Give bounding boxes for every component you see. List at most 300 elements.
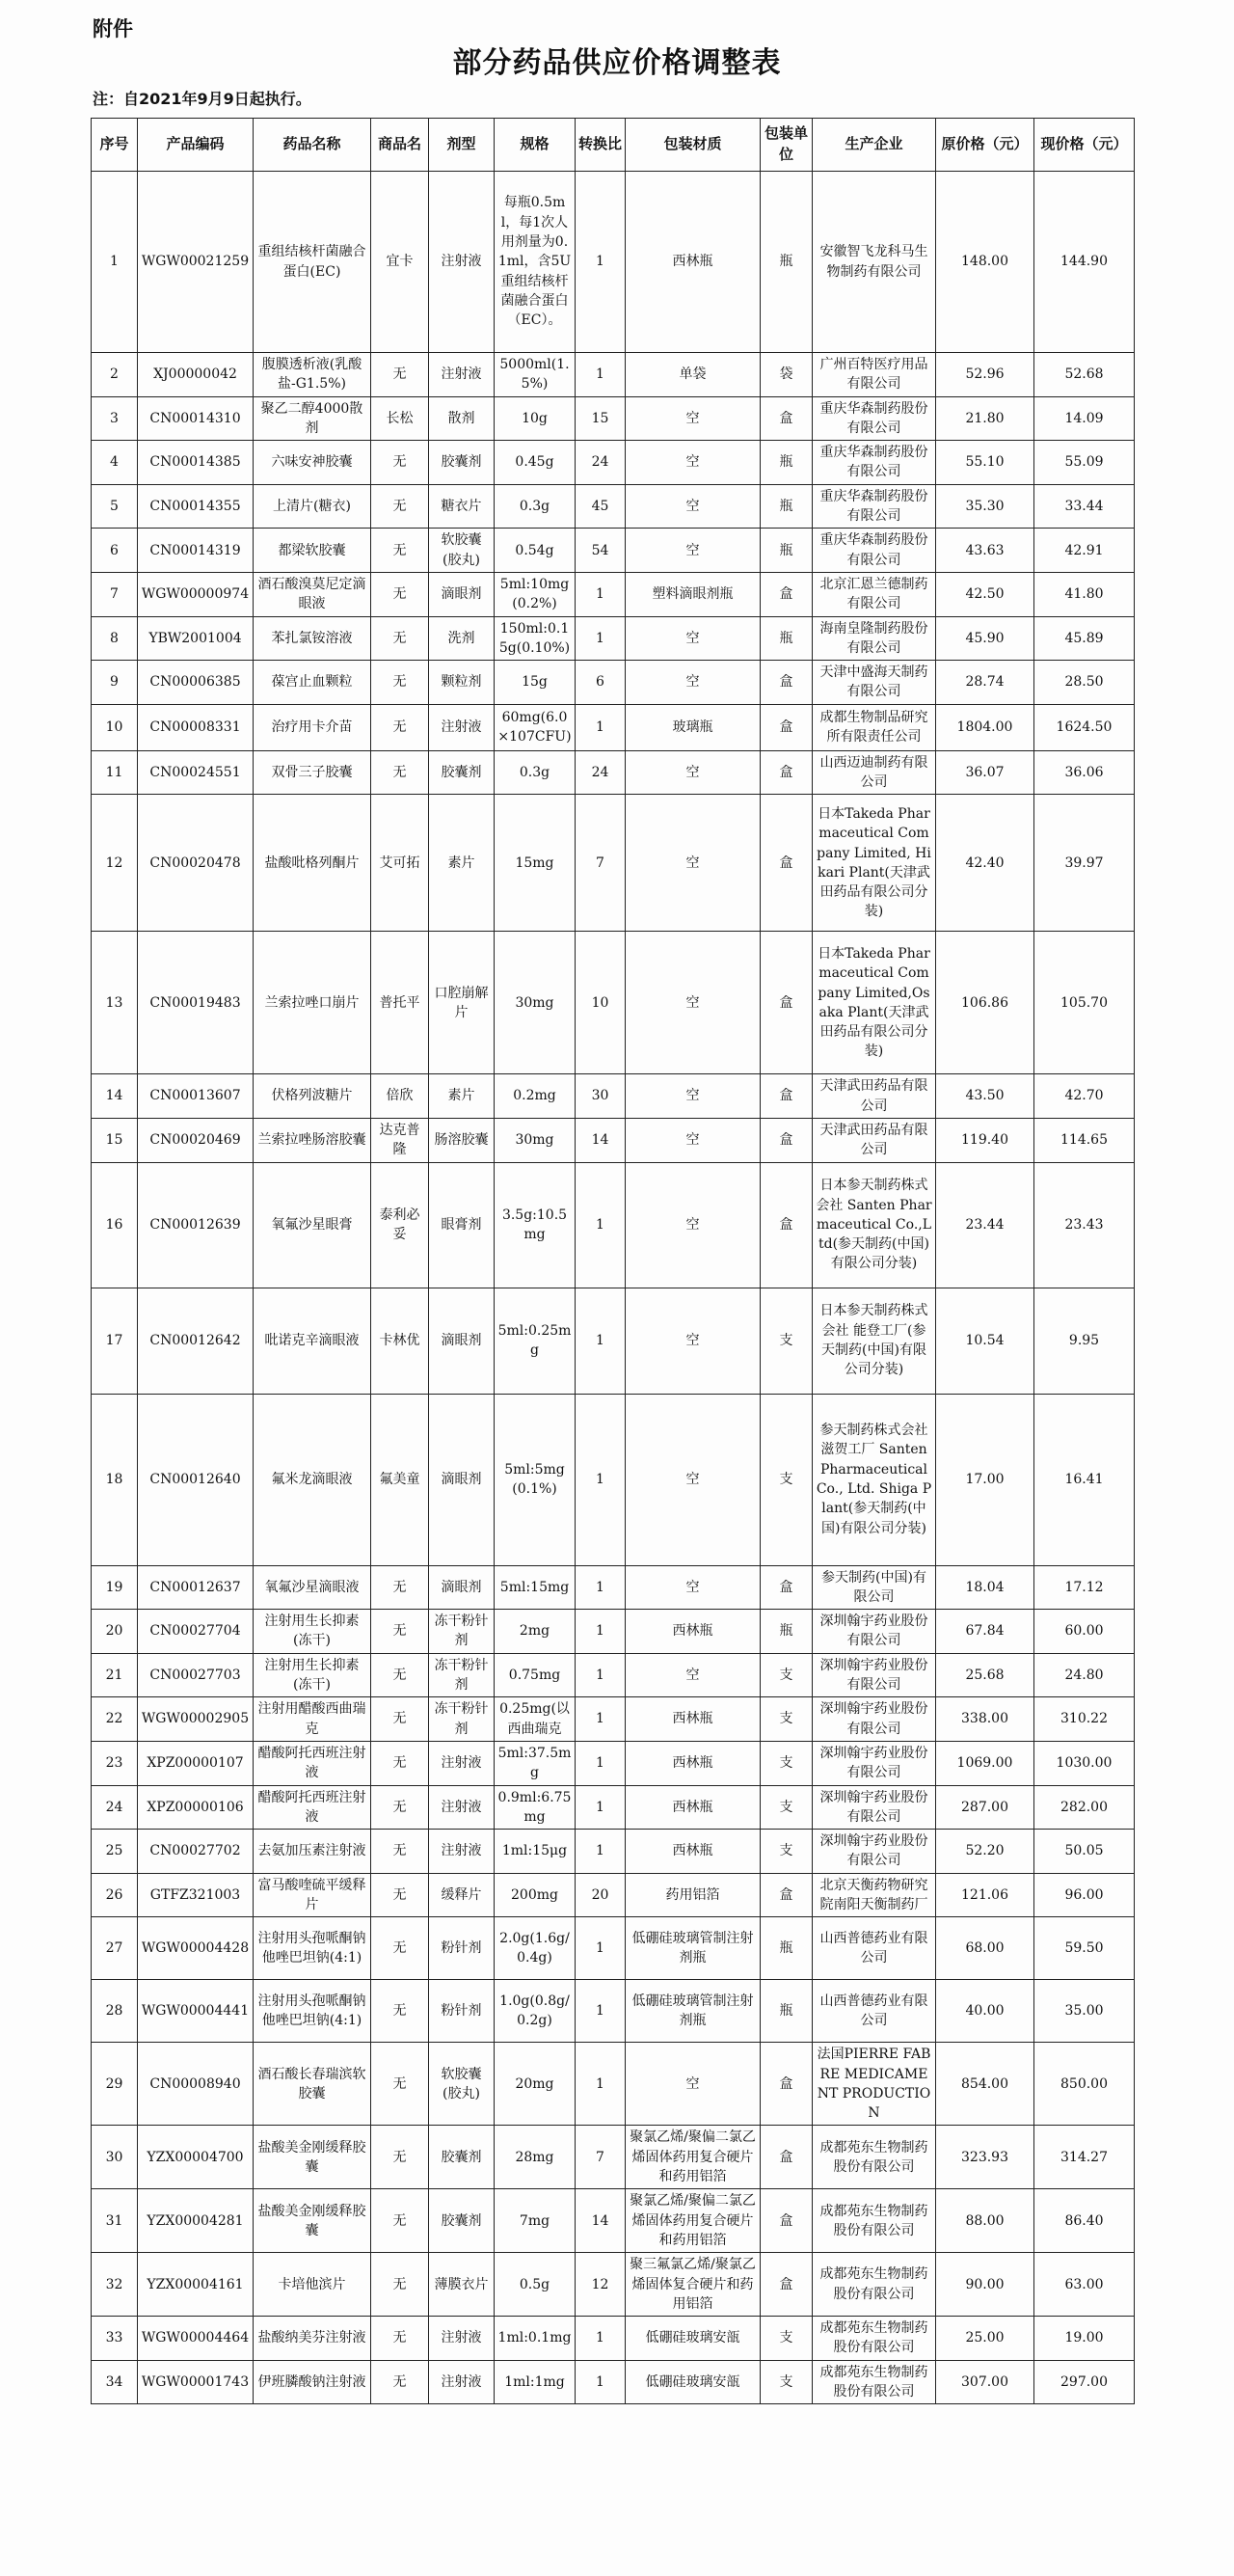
current-price-cell: 28.50	[1034, 661, 1135, 705]
packaging-material-cell: 空	[626, 529, 761, 573]
row-number-cell: 2	[92, 353, 138, 397]
package-unit-cell: 支	[761, 1830, 813, 1874]
current-price-cell: 19.00	[1034, 2317, 1135, 2361]
manufacturer-cell: 北京汇恩兰德制药有限公司	[813, 572, 936, 616]
packaging-material-cell: 西林瓶	[626, 1785, 761, 1830]
drug-name-cell: 注射用头孢哌酮钠他唑巴坦钠(4:1)	[254, 1980, 371, 2043]
dosage-form-cell: 滴眼剂	[429, 572, 495, 616]
dosage-form-cell: 注射液	[429, 2360, 495, 2404]
conversion-ratio-cell: 6	[576, 661, 626, 705]
packaging-material-cell: 塑料滴眼剂瓶	[626, 572, 761, 616]
packaging-material-cell: 空	[626, 2043, 761, 2126]
row-number-cell: 28	[92, 1980, 138, 2043]
current-price-cell: 114.65	[1034, 1118, 1135, 1162]
specification-cell: 2.0g(1.6g/0.4g)	[495, 1917, 576, 1980]
product-code-cell: CN00014319	[138, 529, 254, 573]
row-number-cell: 31	[92, 2189, 138, 2253]
row-number-cell: 32	[92, 2253, 138, 2317]
packaging-material-cell: 空	[626, 795, 761, 932]
dosage-form-cell: 滴眼剂	[429, 1394, 495, 1565]
current-price-cell: 33.44	[1034, 484, 1135, 529]
drug-name-cell: 去氨加压素注射液	[254, 1830, 371, 1874]
packaging-material-cell: 空	[626, 1394, 761, 1565]
package-unit-cell: 瓶	[761, 1980, 813, 2043]
current-price-cell: 35.00	[1034, 1980, 1135, 2043]
conversion-ratio-cell: 1	[576, 1741, 626, 1785]
column-header: 现价格（元）	[1034, 119, 1135, 172]
column-header: 商品名	[371, 119, 429, 172]
column-header: 转换比	[576, 119, 626, 172]
original-price-cell: 52.96	[936, 353, 1034, 397]
column-header: 序号	[92, 119, 138, 172]
column-header: 规格	[495, 119, 576, 172]
product-code-cell: CN00019483	[138, 932, 254, 1074]
packaging-material-cell: 药用铝箔	[626, 1873, 761, 1917]
current-price-cell: 96.00	[1034, 1873, 1135, 1917]
drug-name-cell: 治疗用卡介苗	[254, 704, 371, 750]
drug-name-cell: 富马酸喹硫平缓释片	[254, 1873, 371, 1917]
conversion-ratio-cell: 24	[576, 441, 626, 485]
drug-name-cell: 苯扎氯铵溶液	[254, 616, 371, 661]
conversion-ratio-cell: 1	[576, 1653, 626, 1697]
table-row	[92, 1653, 1135, 1697]
table-row	[92, 1697, 1135, 1742]
dosage-form-cell: 注射液	[429, 1830, 495, 1874]
row-number-cell: 29	[92, 2043, 138, 2126]
product-code-cell: CN00027704	[138, 1610, 254, 1654]
current-price-cell: 60.00	[1034, 1610, 1135, 1654]
specification-cell: 30mg	[495, 932, 576, 1074]
table-row	[92, 616, 1135, 661]
product-code-cell: WGW00004441	[138, 1980, 254, 2043]
table-row	[92, 484, 1135, 529]
drug-name-cell: 六味安神胶囊	[254, 441, 371, 485]
product-code-cell: XJ00000042	[138, 353, 254, 397]
brand-name-cell: 无	[371, 1697, 429, 1742]
table-row	[92, 353, 1135, 397]
brand-name-cell: 卡林优	[371, 1288, 429, 1394]
specification-cell: 60mg(6.0×107CFU)	[495, 704, 576, 750]
package-unit-cell: 盒	[761, 572, 813, 616]
current-price-cell: 63.00	[1034, 2253, 1135, 2317]
package-unit-cell: 盒	[761, 2126, 813, 2189]
original-price-cell: 17.00	[936, 1394, 1034, 1565]
conversion-ratio-cell: 7	[576, 795, 626, 932]
brand-name-cell: 无	[371, 1610, 429, 1654]
specification-cell: 5ml:15mg	[495, 1565, 576, 1610]
dosage-form-cell: 注射液	[429, 353, 495, 397]
manufacturer-cell: 重庆华森制药股份有限公司	[813, 529, 936, 573]
manufacturer-cell: 山西普德药业有限公司	[813, 1917, 936, 1980]
original-price-cell: 36.07	[936, 750, 1034, 795]
packaging-material-cell: 空	[626, 1288, 761, 1394]
drug-name-cell: 醋酸阿托西班注射液	[254, 1741, 371, 1785]
current-price-cell: 297.00	[1034, 2360, 1135, 2404]
dosage-form-cell: 注射液	[429, 704, 495, 750]
dosage-form-cell: 软胶囊(胶丸)	[429, 529, 495, 573]
packaging-material-cell: 空	[626, 1565, 761, 1610]
conversion-ratio-cell: 1	[576, 1785, 626, 1830]
specification-cell: 0.5g	[495, 2253, 576, 2317]
brand-name-cell: 无	[371, 1565, 429, 1610]
package-unit-cell: 支	[761, 1741, 813, 1785]
table-body	[92, 172, 1135, 2404]
current-price-cell: 50.05	[1034, 1830, 1135, 1874]
table-row	[92, 750, 1135, 795]
current-price-cell: 17.12	[1034, 1565, 1135, 1610]
manufacturer-cell: 天津武田药品有限公司	[813, 1118, 936, 1162]
drug-name-cell: 盐酸吡格列酮片	[254, 795, 371, 932]
brand-name-cell: 艾可拓	[371, 795, 429, 932]
current-price-cell: 105.70	[1034, 932, 1135, 1074]
package-unit-cell: 支	[761, 2317, 813, 2361]
column-header: 剂型	[429, 119, 495, 172]
dosage-form-cell: 胶囊剂	[429, 750, 495, 795]
dosage-form-cell: 胶囊剂	[429, 2126, 495, 2189]
row-number-cell: 6	[92, 529, 138, 573]
table-row	[92, 661, 1135, 705]
row-number-cell: 30	[92, 2126, 138, 2189]
row-number-cell: 10	[92, 704, 138, 750]
table-row	[92, 2189, 1135, 2253]
original-price-cell: 43.50	[936, 1074, 1034, 1119]
manufacturer-cell: 海南皇隆制药股份有限公司	[813, 616, 936, 661]
row-number-cell: 14	[92, 1074, 138, 1119]
brand-name-cell: 无	[371, 1873, 429, 1917]
row-number-cell: 16	[92, 1162, 138, 1288]
column-header: 包装单位	[761, 119, 813, 172]
packaging-material-cell: 低硼硅玻璃管制注射剂瓶	[626, 1980, 761, 2043]
current-price-cell: 282.00	[1034, 1785, 1135, 1830]
package-unit-cell: 瓶	[761, 529, 813, 573]
dosage-form-cell: 散剂	[429, 396, 495, 441]
brand-name-cell: 达克普隆	[371, 1118, 429, 1162]
manufacturer-cell: 成都生物制品研究所有限责任公司	[813, 704, 936, 750]
row-number-cell: 7	[92, 572, 138, 616]
table-row	[92, 2126, 1135, 2189]
conversion-ratio-cell: 12	[576, 2253, 626, 2317]
table-row	[92, 2253, 1135, 2317]
table-row	[92, 1873, 1135, 1917]
original-price-cell: 1069.00	[936, 1741, 1034, 1785]
manufacturer-cell: 安徽智飞龙科马生物制药有限公司	[813, 172, 936, 353]
package-unit-cell: 盒	[761, 1873, 813, 1917]
brand-name-cell: 无	[371, 1653, 429, 1697]
column-header: 原价格（元）	[936, 119, 1034, 172]
drug-name-cell: 注射用头孢哌酮钠他唑巴坦钠(4:1)	[254, 1917, 371, 1980]
original-price-cell: 106.86	[936, 932, 1034, 1074]
brand-name-cell: 宜卡	[371, 172, 429, 353]
row-number-cell: 17	[92, 1288, 138, 1394]
brand-name-cell: 无	[371, 353, 429, 397]
product-code-cell: WGW00000974	[138, 572, 254, 616]
package-unit-cell: 盒	[761, 396, 813, 441]
table-row	[92, 396, 1135, 441]
specification-cell: 150ml:0.15g(0.10%)	[495, 616, 576, 661]
row-number-cell: 33	[92, 2317, 138, 2361]
conversion-ratio-cell: 1	[576, 353, 626, 397]
specification-cell: 10g	[495, 396, 576, 441]
drug-name-cell: 腹膜透析液(乳酸盐-G1.5%)	[254, 353, 371, 397]
product-code-cell: CN00008940	[138, 2043, 254, 2126]
manufacturer-cell: 天津武田药品有限公司	[813, 1074, 936, 1119]
manufacturer-cell: 山西普德药业有限公司	[813, 1980, 936, 2043]
manufacturer-cell: 日本Takeda Pharmaceutical Company Limited, Hikari Plant(天津武田药品有限公司分装)	[813, 795, 936, 932]
specification-cell: 5ml:37.5mg	[495, 1741, 576, 1785]
current-price-cell: 850.00	[1034, 2043, 1135, 2126]
row-number-cell: 15	[92, 1118, 138, 1162]
package-unit-cell: 盒	[761, 2189, 813, 2253]
table-row	[92, 1741, 1135, 1785]
original-price-cell: 43.63	[936, 529, 1034, 573]
specification-cell: 1.0g(0.8g/0.2g)	[495, 1980, 576, 2043]
drug-name-cell: 都梁软胶囊	[254, 529, 371, 573]
conversion-ratio-cell: 14	[576, 1118, 626, 1162]
table-row	[92, 2317, 1135, 2361]
packaging-material-cell: 聚氯乙烯/聚偏二氯乙烯固体药用复合硬片和药用铝箔	[626, 2189, 761, 2253]
specification-cell: 0.45g	[495, 441, 576, 485]
packaging-material-cell: 空	[626, 932, 761, 1074]
packaging-material-cell: 空	[626, 484, 761, 529]
drug-name-cell: 氟米龙滴眼液	[254, 1394, 371, 1565]
product-code-cell: YZX00004281	[138, 2189, 254, 2253]
manufacturer-cell: 成都苑东生物制药股份有限公司	[813, 2126, 936, 2189]
product-code-cell: XPZ00000106	[138, 1785, 254, 1830]
specification-cell: 3.5g:10.5mg	[495, 1162, 576, 1288]
packaging-material-cell: 空	[626, 750, 761, 795]
packaging-material-cell: 空	[626, 616, 761, 661]
manufacturer-cell: 成都苑东生物制药股份有限公司	[813, 2253, 936, 2317]
product-code-cell: CN00008331	[138, 704, 254, 750]
original-price-cell: 10.54	[936, 1288, 1034, 1394]
product-code-cell: CN00012640	[138, 1394, 254, 1565]
specification-cell: 5ml:0.25mg	[495, 1288, 576, 1394]
original-price-cell: 148.00	[936, 172, 1034, 353]
row-number-cell: 23	[92, 1741, 138, 1785]
conversion-ratio-cell: 20	[576, 1873, 626, 1917]
table-row	[92, 2043, 1135, 2126]
brand-name-cell: 无	[371, 529, 429, 573]
product-code-cell: CN00012639	[138, 1162, 254, 1288]
drug-name-cell: 吡诺克辛滴眼液	[254, 1288, 371, 1394]
original-price-cell: 121.06	[936, 1873, 1034, 1917]
drug-name-cell: 伊班膦酸钠注射液	[254, 2360, 371, 2404]
table-row	[92, 1785, 1135, 1830]
drug-name-cell: 兰索拉唑口崩片	[254, 932, 371, 1074]
drug-name-cell: 盐酸纳美芬注射液	[254, 2317, 371, 2361]
dosage-form-cell: 注射液	[429, 1741, 495, 1785]
package-unit-cell: 支	[761, 1394, 813, 1565]
table-row	[92, 529, 1135, 573]
column-header: 包装材质	[626, 119, 761, 172]
conversion-ratio-cell: 1	[576, 172, 626, 353]
brand-name-cell: 无	[371, 441, 429, 485]
brand-name-cell: 长松	[371, 396, 429, 441]
current-price-cell: 14.09	[1034, 396, 1135, 441]
drug-name-cell: 酒石酸长春瑞滨软胶囊	[254, 2043, 371, 2126]
original-price-cell: 854.00	[936, 2043, 1034, 2126]
drug-name-cell: 双骨三子胶囊	[254, 750, 371, 795]
original-price-cell: 25.68	[936, 1653, 1034, 1697]
original-price-cell: 28.74	[936, 661, 1034, 705]
specification-cell: 1ml:0.1mg	[495, 2317, 576, 2361]
brand-name-cell: 无	[371, 2317, 429, 2361]
drug-name-cell: 酒石酸溴莫尼定滴眼液	[254, 572, 371, 616]
drug-name-cell: 注射用醋酸西曲瑞克	[254, 1697, 371, 1742]
price-adjustment-table	[91, 118, 1135, 2404]
row-number-cell: 11	[92, 750, 138, 795]
brand-name-cell: 无	[371, 2360, 429, 2404]
manufacturer-cell: 法国PIERRE FABRE MEDICAMENT PRODUCTION	[813, 2043, 936, 2126]
packaging-material-cell: 西林瓶	[626, 172, 761, 353]
conversion-ratio-cell: 54	[576, 529, 626, 573]
packaging-material-cell: 低硼硅玻璃安瓿	[626, 2360, 761, 2404]
table-row	[92, 1610, 1135, 1654]
product-code-cell: CN00012642	[138, 1288, 254, 1394]
dosage-form-cell: 胶囊剂	[429, 441, 495, 485]
original-price-cell: 42.40	[936, 795, 1034, 932]
package-unit-cell: 瓶	[761, 484, 813, 529]
row-number-cell: 19	[92, 1565, 138, 1610]
manufacturer-cell: 重庆华森制药股份有限公司	[813, 484, 936, 529]
manufacturer-cell: 重庆华森制药股份有限公司	[813, 441, 936, 485]
manufacturer-cell: 北京天衡药物研究院南阳天衡制药厂	[813, 1873, 936, 1917]
row-number-cell: 12	[92, 795, 138, 932]
manufacturer-cell: 广州百特医疗用品有限公司	[813, 353, 936, 397]
original-price-cell: 119.40	[936, 1118, 1034, 1162]
packaging-material-cell: 空	[626, 1074, 761, 1119]
brand-name-cell: 无	[371, 1785, 429, 1830]
drug-name-cell: 聚乙二醇4000散剂	[254, 396, 371, 441]
current-price-cell: 23.43	[1034, 1162, 1135, 1288]
dosage-form-cell: 注射液	[429, 172, 495, 353]
conversion-ratio-cell: 1	[576, 1565, 626, 1610]
row-number-cell: 9	[92, 661, 138, 705]
original-price-cell: 68.00	[936, 1917, 1034, 1980]
specification-cell: 7mg	[495, 2189, 576, 2253]
current-price-cell: 55.09	[1034, 441, 1135, 485]
table-row	[92, 1394, 1135, 1565]
packaging-material-cell: 西林瓶	[626, 1741, 761, 1785]
package-unit-cell: 盒	[761, 795, 813, 932]
packaging-material-cell: 聚氯乙烯/聚偏二氯乙烯固体药用复合硬片和药用铝箔	[626, 2126, 761, 2189]
product-code-cell: CN00027703	[138, 1653, 254, 1697]
package-unit-cell: 瓶	[761, 616, 813, 661]
table-row	[92, 1565, 1135, 1610]
dosage-form-cell: 缓释片	[429, 1873, 495, 1917]
packaging-material-cell: 单袋	[626, 353, 761, 397]
row-number-cell: 13	[92, 932, 138, 1074]
brand-name-cell: 无	[371, 1830, 429, 1874]
manufacturer-cell: 深圳翰宇药业股份有限公司	[813, 1610, 936, 1654]
dosage-form-cell: 冻干粉针剂	[429, 1697, 495, 1742]
brand-name-cell: 普托平	[371, 932, 429, 1074]
specification-cell: 每瓶0.5ml，每1次人用剂量为0.1ml，含5U重组结核杆菌融合蛋白（EC）。	[495, 172, 576, 353]
product-code-cell: CN00014355	[138, 484, 254, 529]
brand-name-cell: 无	[371, 572, 429, 616]
original-price-cell: 52.20	[936, 1830, 1034, 1874]
manufacturer-cell: 深圳翰宇药业股份有限公司	[813, 1653, 936, 1697]
manufacturer-cell: 深圳翰宇药业股份有限公司	[813, 1830, 936, 1874]
packaging-material-cell: 空	[626, 1162, 761, 1288]
specification-cell: 5000ml(1.5%)	[495, 353, 576, 397]
manufacturer-cell: 深圳翰宇药业股份有限公司	[813, 1741, 936, 1785]
column-header: 药品名称	[254, 119, 371, 172]
row-number-cell: 22	[92, 1697, 138, 1742]
conversion-ratio-cell: 45	[576, 484, 626, 529]
effective-date-note: 注：自2021年9月9日起执行。	[93, 90, 311, 108]
drug-name-cell: 上清片(糖衣)	[254, 484, 371, 529]
dosage-form-cell: 软胶囊(胶丸)	[429, 2043, 495, 2126]
packaging-material-cell: 空	[626, 441, 761, 485]
specification-cell: 20mg	[495, 2043, 576, 2126]
row-number-cell: 25	[92, 1830, 138, 1874]
package-unit-cell: 盒	[761, 1118, 813, 1162]
specification-cell: 15g	[495, 661, 576, 705]
package-unit-cell: 支	[761, 1785, 813, 1830]
drug-name-cell: 醋酸阿托西班注射液	[254, 1785, 371, 1830]
dosage-form-cell: 眼膏剂	[429, 1162, 495, 1288]
dosage-form-cell: 粉针剂	[429, 1917, 495, 1980]
current-price-cell: 1624.50	[1034, 704, 1135, 750]
original-price-cell: 90.00	[936, 2253, 1034, 2317]
conversion-ratio-cell: 1	[576, 2043, 626, 2126]
drug-name-cell: 氧氟沙星眼膏	[254, 1162, 371, 1288]
current-price-cell: 1030.00	[1034, 1741, 1135, 1785]
product-code-cell: CN00012637	[138, 1565, 254, 1610]
table-row	[92, 1162, 1135, 1288]
original-price-cell: 25.00	[936, 2317, 1034, 2361]
dosage-form-cell: 颗粒剂	[429, 661, 495, 705]
packaging-material-cell: 空	[626, 396, 761, 441]
brand-name-cell: 氟美童	[371, 1394, 429, 1565]
manufacturer-cell: 参天制药株式会社滋贺工厂 Santen Pharmaceutical Co., Ltd. Shiga Plant(参天制药(中国)有限公司分装)	[813, 1394, 936, 1565]
product-code-cell: CN00013607	[138, 1074, 254, 1119]
table-row	[92, 932, 1135, 1074]
table-row	[92, 1288, 1135, 1394]
row-number-cell: 5	[92, 484, 138, 529]
dosage-form-cell: 肠溶胶囊	[429, 1118, 495, 1162]
specification-cell: 0.54g	[495, 529, 576, 573]
row-number-cell: 34	[92, 2360, 138, 2404]
manufacturer-cell: 重庆华森制药股份有限公司	[813, 396, 936, 441]
conversion-ratio-cell: 15	[576, 396, 626, 441]
dosage-form-cell: 滴眼剂	[429, 1565, 495, 1610]
drug-name-cell: 氧氟沙星滴眼液	[254, 1565, 371, 1610]
specification-cell: 1ml:15μg	[495, 1830, 576, 1874]
product-code-cell: CN00020469	[138, 1118, 254, 1162]
specification-cell: 15mg	[495, 795, 576, 932]
drug-name-cell: 兰索拉唑肠溶胶囊	[254, 1118, 371, 1162]
product-code-cell: CN00027702	[138, 1830, 254, 1874]
brand-name-cell: 无	[371, 1917, 429, 1980]
brand-name-cell: 无	[371, 1741, 429, 1785]
specification-cell: 200mg	[495, 1873, 576, 1917]
row-number-cell: 26	[92, 1873, 138, 1917]
table-row	[92, 1118, 1135, 1162]
conversion-ratio-cell: 1	[576, 2317, 626, 2361]
current-price-cell: 36.06	[1034, 750, 1135, 795]
row-number-cell: 27	[92, 1917, 138, 1980]
dosage-form-cell: 素片	[429, 795, 495, 932]
packaging-material-cell: 西林瓶	[626, 1697, 761, 1742]
package-unit-cell: 支	[761, 1697, 813, 1742]
dosage-form-cell: 薄膜衣片	[429, 2253, 495, 2317]
product-code-cell: CN00014385	[138, 441, 254, 485]
row-number-cell: 1	[92, 172, 138, 353]
package-unit-cell: 瓶	[761, 1917, 813, 1980]
table-row	[92, 1830, 1135, 1874]
